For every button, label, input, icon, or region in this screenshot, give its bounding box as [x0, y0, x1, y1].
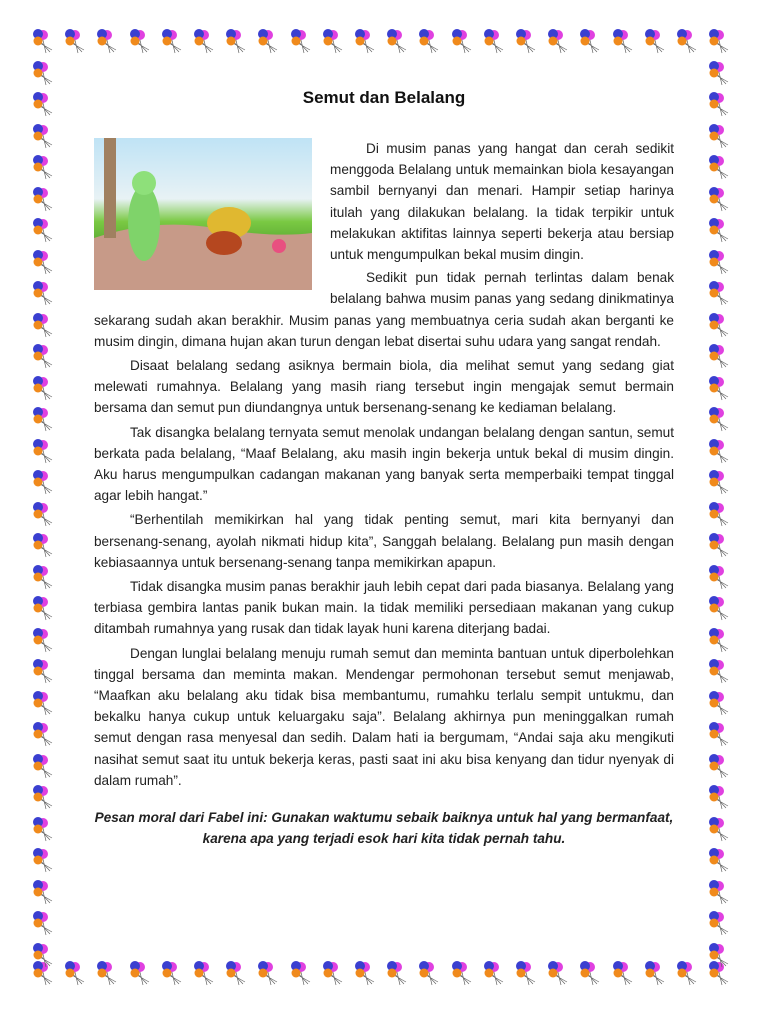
balloon-icon	[354, 960, 378, 986]
balloon-icon	[32, 375, 56, 401]
balloon-icon	[708, 501, 732, 527]
balloon-icon	[708, 784, 732, 810]
balloon-icon	[579, 28, 603, 54]
balloon-icon	[354, 28, 378, 54]
balloon-icon	[644, 960, 668, 986]
balloon-icon	[708, 942, 732, 968]
balloon-icon	[32, 312, 56, 338]
balloon-icon	[708, 154, 732, 180]
story-paragraph: Tidak disangka musim panas berakhir jauh lebih cepat dari pada biasanya. Belalang yang terbiasa gembira lantas panik bukan main. Ia tidak memiliki persediaan makanan yang cukup ditambah rumahnya yang rusak dan tidak layak huni karena diterjang badai.	[94, 579, 674, 637]
balloon-icon	[290, 960, 314, 986]
balloon-icon	[32, 847, 56, 873]
balloon-icon	[708, 753, 732, 779]
balloon-icon	[193, 960, 217, 986]
balloon-icon	[708, 312, 732, 338]
balloon-icon	[32, 91, 56, 117]
balloon-icon	[483, 28, 507, 54]
balloon-icon	[708, 375, 732, 401]
balloon-icon	[257, 28, 281, 54]
balloon-icon	[708, 91, 732, 117]
balloon-icon	[708, 721, 732, 747]
balloon-icon	[32, 154, 56, 180]
balloon-icon	[708, 627, 732, 653]
balloon-icon	[64, 28, 88, 54]
balloon-icon	[386, 960, 410, 986]
balloon-icon	[225, 960, 249, 986]
balloon-icon	[32, 469, 56, 495]
balloon-icon	[418, 960, 442, 986]
balloon-icon	[32, 595, 56, 621]
balloon-icon	[708, 847, 732, 873]
illustration-grasshopper-and-ant	[94, 138, 312, 290]
moral-message: Pesan moral dari Fabel ini: Gunakan waktumu sebaik baiknya untuk hal yang bermanfaat, karena apa yang terjadi esok hari kita tidak pernah tahu.	[94, 810, 674, 847]
balloon-icon	[515, 28, 539, 54]
balloon-icon	[32, 910, 56, 936]
balloon-icon	[386, 28, 410, 54]
balloon-icon	[676, 28, 700, 54]
balloon-icon	[644, 28, 668, 54]
balloon-icon	[32, 816, 56, 842]
balloon-icon	[32, 721, 56, 747]
story-paragraph: Di musim panas yang hangat dan cerah sedikit menggoda Belalang untuk memainkan biola kesayangan sambil bernyanyi dan menari. Hampir setiap harinya itulah yang dilakukan belalang. Ia tidak terpikir untuk melakukan aktifitas lainnya seperti bekerja atau bersiap untuk mengumpulkan bekal musim dingin.	[330, 141, 674, 263]
balloon-icon	[612, 28, 636, 54]
balloon-icon	[32, 123, 56, 149]
balloon-icon	[708, 60, 732, 86]
balloon-icon	[257, 960, 281, 986]
story-paragraph: Sedikit pun tidak pernah terlintas dalam benak belalang bahwa musim panas yang sedang dinikmatinya sekarang sudah akan berakhir. Musim panas yang membuatnya ceria sudah akan berganti ke musim dingin, dimana hujan akan turun dengan lebat disertai suhu udara yang sangat rendah.	[94, 270, 674, 349]
balloon-icon	[32, 60, 56, 86]
story-paragraph: Dengan lunglai belalang menuju rumah semut dan meminta bantuan untuk diperbolehkan tinggal bersama dan meminta makan. Mendengar permohonan tersebut semut menjawab, “Maafkan aku belalang aku tidak bisa membantumu, rumahku terlalu sempit untukmu, dan bekalku hanya cukup untuk keluargaku saja”. Belalang akhirnya pun meninggalkan rumah semut dengan rasa menyesal dan sedih. Dalam hati ia bergumam, “Andai saja aku mengikuti nasihat semut saat itu untuk bekerja keras, pasti saat ini aku bisa kenyang dan tidur nyenyak di dalam rumah”.	[94, 645, 674, 788]
balloon-icon	[451, 960, 475, 986]
balloon-icon	[32, 942, 56, 968]
balloon-icon	[32, 186, 56, 212]
balloon-icon	[225, 28, 249, 54]
balloon-icon	[708, 816, 732, 842]
balloon-icon	[708, 879, 732, 905]
balloon-icon	[708, 532, 732, 558]
story-paragraph: Disaat belalang sedang asiknya bermain biola, dia melihat semut yang sedang giat melewati rumahnya. Belalang yang masih riang tersebut ingin mengajak semut bermain bersama dan semut pun diundangnya untuk bersenang-senang ke kediaman belalang.	[94, 358, 674, 416]
balloon-icon	[708, 28, 732, 54]
balloon-icon	[32, 438, 56, 464]
balloon-icon	[483, 960, 507, 986]
balloon-icon	[322, 28, 346, 54]
balloon-icon	[547, 28, 571, 54]
balloon-icon	[32, 343, 56, 369]
balloon-icon	[32, 249, 56, 275]
balloon-icon	[32, 627, 56, 653]
balloon-icon	[612, 960, 636, 986]
balloon-icon	[708, 186, 732, 212]
balloon-icon	[515, 960, 539, 986]
balloon-icon	[193, 28, 217, 54]
balloon-icon	[32, 406, 56, 432]
balloon-icon	[708, 343, 732, 369]
balloon-icon	[290, 28, 314, 54]
balloon-icon	[32, 501, 56, 527]
page-title: Semut dan Belalang	[302, 88, 466, 107]
balloon-icon	[32, 879, 56, 905]
balloon-icon	[708, 249, 732, 275]
balloon-icon	[161, 960, 185, 986]
balloon-icon	[96, 960, 120, 986]
balloon-icon	[547, 960, 571, 986]
balloon-icon	[32, 28, 56, 54]
balloon-icon	[708, 406, 732, 432]
balloon-icon	[708, 910, 732, 936]
story-paragraph: Tak disangka belalang ternyata semut menolak undangan belalang dengan santun, semut berkata pada belalang, “Maaf Belalang, aku masih ingin bekerja untuk bekal di musim dingin. Aku harus mengumpulkan cadangan makanan yang banyak serta memperbaiki tempat tinggal agar lebih hangat.”	[94, 424, 674, 504]
balloon-icon	[32, 690, 56, 716]
balloon-icon	[161, 28, 185, 54]
balloon-icon	[418, 28, 442, 54]
balloon-icon	[32, 753, 56, 779]
balloon-icon	[32, 658, 56, 684]
balloon-icon	[708, 438, 732, 464]
balloon-icon	[32, 280, 56, 306]
document-page	[94, 88, 674, 849]
balloon-icon	[32, 217, 56, 243]
balloon-icon	[32, 532, 56, 558]
balloon-icon	[129, 28, 153, 54]
balloon-icon	[708, 123, 732, 149]
balloon-icon	[129, 960, 153, 986]
story-paragraph: “Berhentilah memikirkan hal yang tidak penting semut, mari kita bernyanyi dan bersenang-senang, ayolah nikmati hidup kita”, Sanggah belalang. Belalang pun masih dengan kebiasaannya untuk bersenang-senang tanpa memikirkan apapun.	[94, 512, 674, 570]
balloon-icon	[64, 960, 88, 986]
balloon-icon	[708, 469, 732, 495]
balloon-icon	[708, 280, 732, 306]
balloon-icon	[708, 217, 732, 243]
balloon-icon	[708, 564, 732, 590]
balloon-icon	[708, 595, 732, 621]
balloon-icon	[579, 960, 603, 986]
balloon-icon	[322, 960, 346, 986]
balloon-icon	[708, 658, 732, 684]
balloon-icon	[676, 960, 700, 986]
balloon-icon	[708, 690, 732, 716]
balloon-icon	[32, 564, 56, 590]
balloon-icon	[32, 784, 56, 810]
balloon-icon	[451, 28, 475, 54]
balloon-icon	[96, 28, 120, 54]
